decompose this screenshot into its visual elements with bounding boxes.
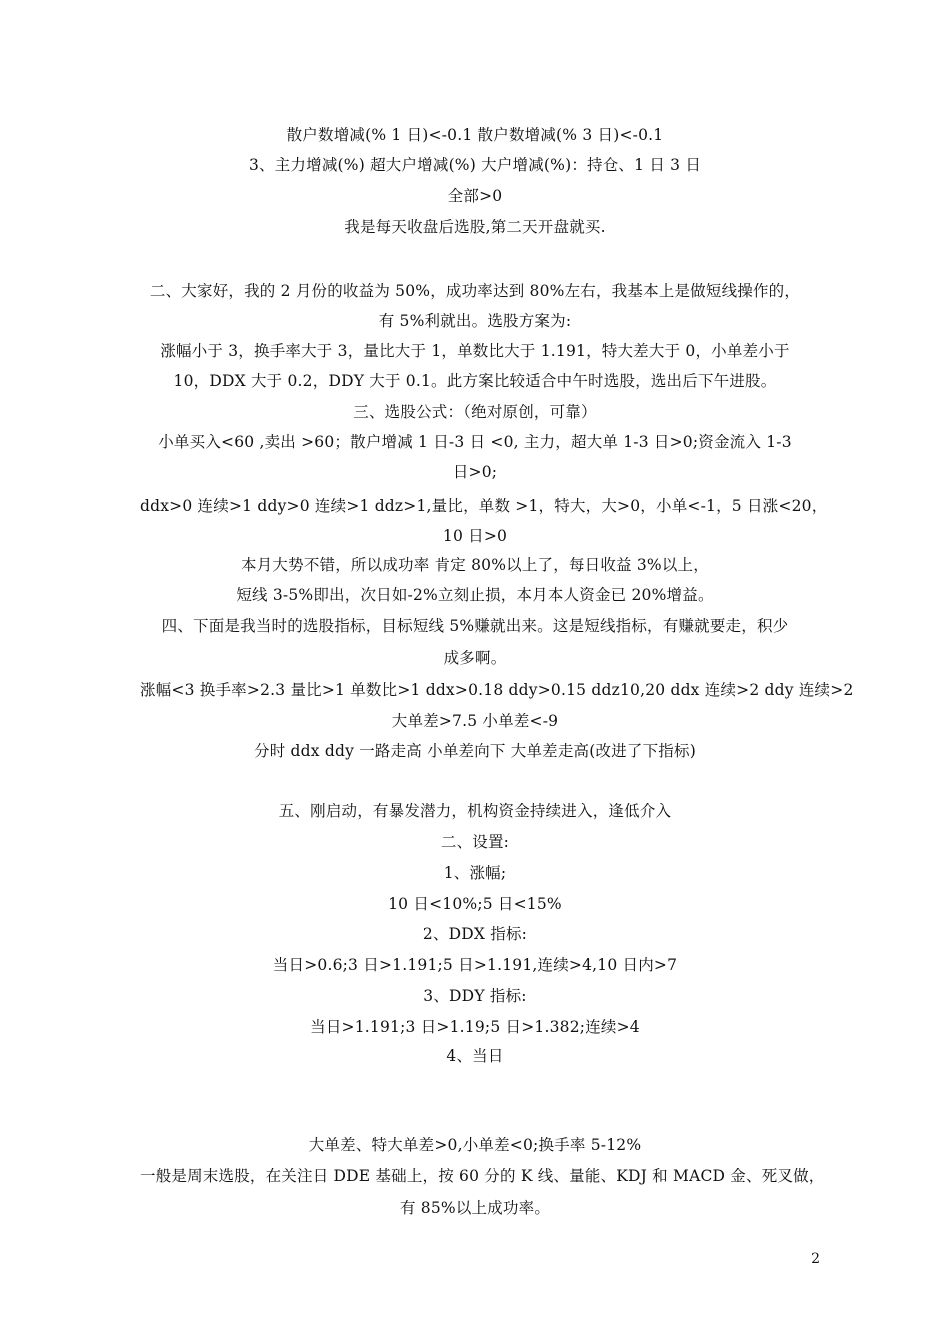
text-line: 4、当日 xyxy=(446,1047,504,1065)
text-line: 二、设置: xyxy=(440,833,510,851)
text-line: 短线 3-5%即出，次日如-2%立刻止损，本月本人资金已 20%增益。 xyxy=(236,586,714,604)
text-line: 大单差>7.5 小单差<-9 xyxy=(391,712,559,730)
text-line: ddx>0 连续>1 ddy>0 连续>1 ddz>1,量比，单数 >1，特大，大>0，小单<-1，5 日涨<20， xyxy=(140,497,828,515)
text-line: 小单买入<60 ,卖出 >60；散户增减 1 日-3 日 <0, 主力，超大单 1-3 日>0;资金流入 1-3 xyxy=(158,433,792,451)
text-line: 10 日>0 xyxy=(442,527,508,545)
text-line: 2、DDX 指标: xyxy=(422,925,528,943)
page-number: 2 xyxy=(811,1251,820,1267)
section-heading: 五、刚启动，有暴发潜力，机构资金持续进入，逢低介入 xyxy=(278,802,672,820)
text-line: 成多啊。 xyxy=(443,649,507,667)
text-line: 本月大势不错，所以成功率 肯定 80%以上了，每日收益 3%以上， xyxy=(241,556,709,574)
text-line: 当日>0.6;3 日>1.191;5 日>1.191,连续>4,10 日内>7 xyxy=(272,956,678,974)
text-line: 散户数增减(% 1 日)<-0.1 散户数增减(% 3 日)<-0.1 xyxy=(286,126,664,144)
text-line: 大单差、特大单差>0,小单差<0;换手率 5-12% xyxy=(308,1136,642,1154)
text-line: 我是每天收盘后选股,第二天开盘就买. xyxy=(344,218,606,236)
text-line: 二、大家好，我的 2 月份的收益为 50%，成功率达到 80%左右，我基本上是做短线操作的， xyxy=(149,282,801,300)
text-line: 有 85%以上成功率。 xyxy=(399,1199,551,1217)
text-line: 10，DDX 大于 0.2，DDY 大于 0.1。此方案比较适合中午时选股，选出后下午进股。 xyxy=(173,372,777,390)
text-line: 3、DDY 指标: xyxy=(423,987,527,1005)
section-heading: 三、选股公式：（绝对原创，可靠） xyxy=(353,403,597,421)
text-line: 10 日<10%;5 日<15% xyxy=(388,895,562,913)
text-line: 一般是周末选股，在关注日 DDE 基础上，按 60 分的 K 线、量能、KDJ 和 MACD 金、死叉做， xyxy=(140,1167,825,1185)
text-line: 全部>0 xyxy=(447,187,503,205)
text-line: 当日>1.191;3 日>1.19;5 日>1.382;连续>4 xyxy=(310,1018,640,1036)
text-line: 1、涨幅; xyxy=(443,864,507,882)
text-line: 3、主力增减(%) 超大户增减(%) 大户增减(%)：持仓、1 日 3 日 xyxy=(248,156,702,174)
text-line: 有 5%利就出。选股方案为: xyxy=(378,312,572,330)
text-line: 涨幅小于 3，换手率大于 3，量比大于 1，单数比大于 1.191，特大差大于 0，小单差小于 xyxy=(160,342,790,360)
text-line: 分时 ddx ddy 一路走高 小单差向下 大单差走高(改进了下指标) xyxy=(254,742,696,760)
text-line: 四、下面是我当时的选股指标，目标短线 5%赚就出来。这是短线指标，有赚就要走，积少 xyxy=(161,617,789,635)
text-line: 涨幅<3 换手率>2.3 量比>1 单数比>1 ddx>0.18 ddy>0.15 ddz10,20 ddx 连续>2 ddy 连续>2 xyxy=(140,681,854,699)
text-line: 日>0; xyxy=(452,463,498,481)
